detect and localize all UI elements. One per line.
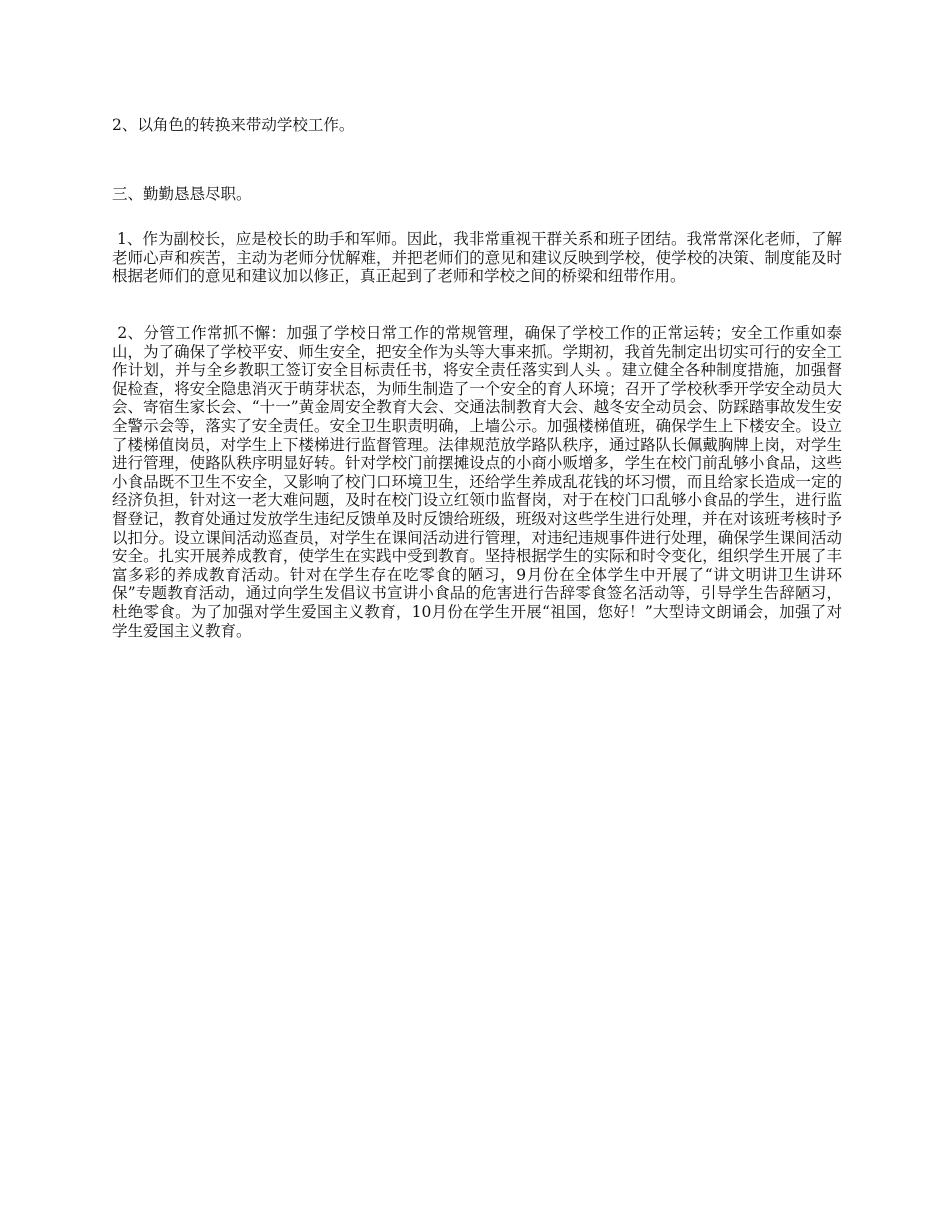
paragraph-management-work: 2、分管工作常抓不懈：加强了学校日常工作的常规管理，确保了学校工作的正常运转；安全工作重如泰山，为了确保了学校平安、师生安全，把安全作为头等大事来抓。学期初，我首先制定出切实可行的安全工作计划，并与全乡教职工签订安全目标责任书，将安全责任落实到人头 。建立健全各种制度措施，加强督促检查，将安全隐患消灭于萌芽状态，为师生制造了一个安全的育人环境；召开了学校秋季开学安全动员大会、寄宿生家长会、“十一”黄金周安全教育大会、交通法制教育大会、越冬安全动员会、防踩踏事故发生安全警示会等，落实了安全责任。安全卫生职责明确，上墙公示。加强楼梯值班，确保学生上下楼安全。设立了楼梯值岗员，对学生上下楼梯进行监督管理。法律规范放学路队秩序，通过路队长佩戴胸牌上岗，对学生进行管理，使路队秩序明显好转。针对学校门前摆摊设点的小商小贩增多，学生在校门前乱够小食品，这些小食品既不卫生不安全，又影响了校门口环境卫生，还给学生养成乱花钱的坏习惯，而且给家长造成一定的经济负担，针对这一老大难问题，及时在校门设立红领巾监督岗，对于在校门口乱够小食品的学生，进行监督登记，教育处通过发放学生违纪反馈单及时反馈给班级，班级对这些学生进行处理，并在对该班考核时予以扣分。设立课间活动巡查员，对学生在课间活动进行管理，对违纪违规事件进行处理，确保学生课间活动安全。扎实开展养成教育，使学生在实践中受到教育。坚持根据学生的实际和时令变化，组织学生开展了丰富多彩的养成教育活动。针对在学生存在吃零食的陋习，9月份在全体学生中开展了“讲文明讲卫生讲环保”专题教育活动，通过向学生发倡议书宣讲小食品的危害进行告辞零食签名活动等，引导学生告辞陋习，杜绝零食。为了加强对学生爱国主义教育，10月份在学生开展“祖国，您好！”大型诗文朗诵会，加强了对学生爱国主义教育。 bbox=[112, 324, 842, 640]
section-heading-diligence: 三、勤勤恳恳尽职。 bbox=[112, 185, 252, 203]
paragraph-vice-principal-role: 1、作为副校长，应是校长的助手和军师。因此，我非常重视干群关系和班子团结。我常常深化老师，了解老师心声和疾苦，主动为老师分忧解难，并把老师们的意见和建议反映到学校，使学校的决策、制度能及时根据老师们的意见和建议加以修正，真正起到了老师和学校之间的桥梁和纽带作用。 bbox=[112, 230, 842, 286]
paragraph-role-change: 2、以角色的转换来带动学校工作。 bbox=[112, 116, 355, 134]
